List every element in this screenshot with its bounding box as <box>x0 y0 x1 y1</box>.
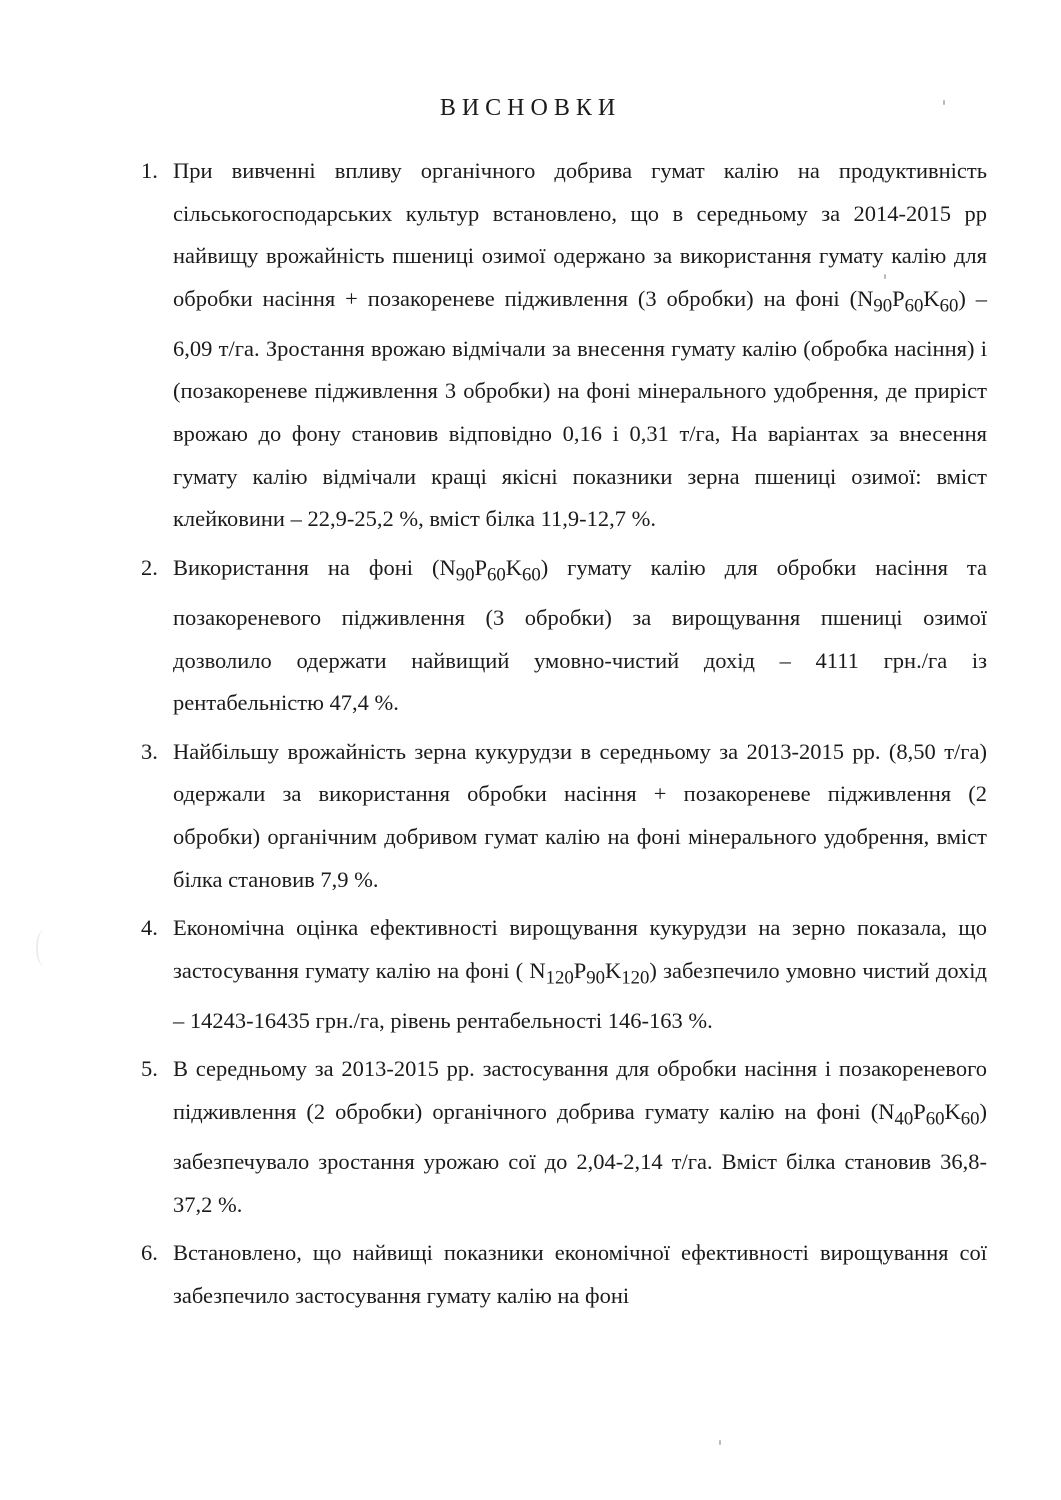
text-segment: ) забезпечувало зростання урожаю сої до 2,04-2,14 т/га. Вміст білка становив 36,8-37,2 %. <box>173 1098 987 1217</box>
conclusion-item <box>137 1048 987 1226</box>
text-segment: N <box>439 554 456 580</box>
conclusion-item <box>137 1232 987 1317</box>
conclusion-number: 2. <box>141 554 158 580</box>
text-segment: Встановлено, що найвищі показники економічної ефективності вирощування сої забезпечило застосування гумату калію на фоні <box>173 1240 987 1308</box>
subscript-text: 90 <box>873 295 893 317</box>
conclusion-item <box>137 731 987 901</box>
conclusion-number: 5. <box>141 1056 158 1082</box>
conclusion-number: 4. <box>141 915 158 941</box>
text-segment: Економічна оцінка ефективності вирощування кукурудзи на зерно показала, що застосування гумату калію на фоні ( <box>173 915 987 983</box>
conclusion-text <box>173 150 987 541</box>
text-segment: Використання на фоні ( <box>173 554 440 580</box>
subscript-text: 60 <box>521 564 541 586</box>
subscript-text: 40 <box>894 1108 914 1130</box>
conclusion-text <box>173 1232 987 1317</box>
conclusion-item <box>137 150 987 541</box>
text-segment: K <box>944 1098 961 1124</box>
conclusion-number: 6. <box>141 1240 158 1266</box>
text-segment: ) – 6,09 т/га. Зростання врожаю відмічали за внесення гумату калію (обробка насіння) і (позакореневе підживлення 3 обробки) на фоні мінерального удобрення, де приріст врожаю до фону становив відповідно 0,16 і 0,31 т/га, На варіантах за внесення гумату калію відмічали кращі якісні показники зерна пшениці озимої: вміст клейковини – 22,9-25,2 %, вміст білка 11,9-12,7 %. <box>173 285 987 532</box>
text-segment: Найбільшу врожайність зерна кукурудзи в середньому за 2013-2015 рр. (8,50 т/га) одержали за використання обробки насіння + позакореневе підживлення (2 обробки) органічним добривом гумат калію на фоні мінерального удобрення, вміст білка становив 7,9 %. <box>173 738 987 892</box>
subscript-text: 60 <box>486 564 506 586</box>
text-segment: В середньому за 2013-2015 рр. застосування для обробки насіння і позакореневого підживлення (2 обробки) органічного добрива гумату калію на фоні ( <box>173 1056 987 1124</box>
text-segment: K <box>923 285 940 311</box>
subscript-text: 90 <box>455 564 475 586</box>
subscript-text: 60 <box>904 295 924 317</box>
subscript-text: 60 <box>925 1108 945 1130</box>
text-segment: При вивченні впливу органічного добрива гумат калію на продуктивність сільськогосподарських культур встановлено, що в середньому за 2014-2015 рр найвищу врожайність пшениці озимої одержано за використання гумату калію для обробки насіння + позакореневе підживлення (3 обробки) на фоні ( <box>173 158 987 311</box>
scan-speck <box>884 274 886 279</box>
conclusion-item <box>137 547 987 725</box>
subscript-text: 60 <box>960 1108 980 1130</box>
subscript-text: 120 <box>621 967 650 989</box>
conclusion-number: 3. <box>141 738 158 764</box>
conclusion-text <box>173 1048 987 1226</box>
conclusion-text <box>173 731 987 901</box>
text-segment: N <box>529 957 546 983</box>
text-segment: P <box>892 285 905 311</box>
conclusions-list <box>137 150 987 1323</box>
scan-margin-mark <box>36 930 52 966</box>
text-segment: N <box>878 1098 895 1124</box>
text-segment: ) забезпечило умовно чистий дохід – 14243-16435 грн./га, рівень рентабельності 146-163 %. <box>173 957 987 1033</box>
text-segment: ) гумату калію для обробки насіння та позакореневого підживлення (3 обробки) за вирощування пшениці озимої дозволило одержати найвищий умовно-чистий дохід – 4111 грн./га із рентабельністю 47,4 %. <box>173 554 987 716</box>
conclusion-text <box>173 547 987 725</box>
text-segment: K <box>605 957 622 983</box>
document-title: ВИСНОВКИ <box>439 95 622 121</box>
text-segment: P <box>913 1098 926 1124</box>
conclusion-item <box>137 907 987 1042</box>
conclusion-text <box>173 907 987 1042</box>
subscript-text: 60 <box>939 295 959 317</box>
text-segment: P <box>573 957 587 983</box>
subscript-text: 90 <box>586 967 606 989</box>
scan-speck <box>719 1440 721 1445</box>
subscript-text: 120 <box>545 967 574 989</box>
text-segment: N <box>857 285 874 311</box>
scan-speck <box>943 100 945 105</box>
text-segment: P <box>474 554 487 580</box>
text-segment: K <box>505 554 522 580</box>
conclusion-number: 1. <box>141 158 158 183</box>
